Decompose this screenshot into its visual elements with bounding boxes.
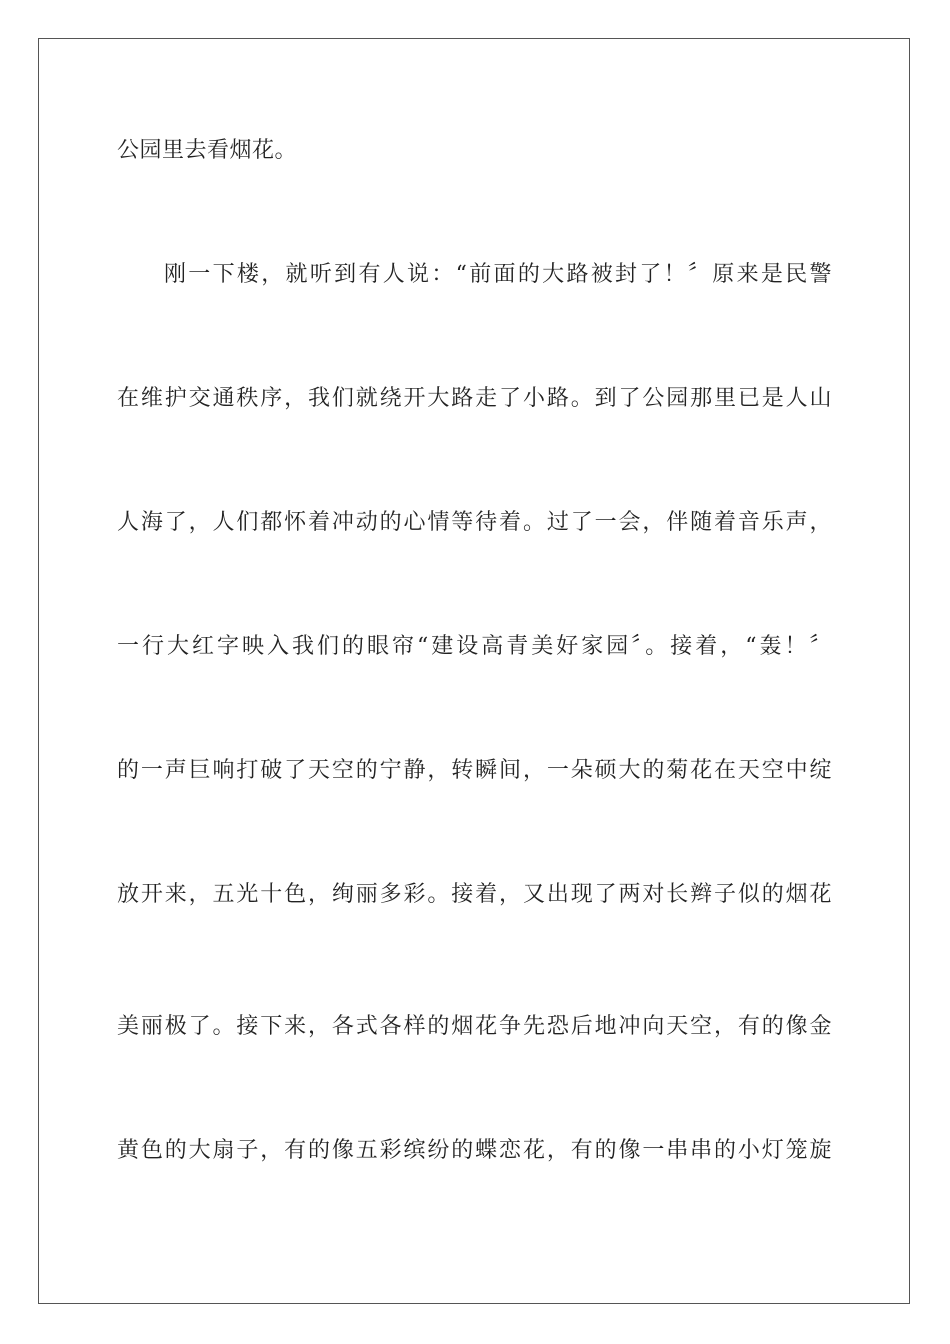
text-line: 黄色的大扇子，有的像五彩缤纷的蝶恋花，有的像一串串的小灯笼旋 [117,1138,832,1163]
paragraph-start-line: 刚一下楼，就听到有人说：“前面的大路被封了！〞原来是民警 [164,262,832,287]
text-line: 美丽极了。接下来，各式各样的烟花争先恐后地冲向天空，有的像金 [117,1014,832,1039]
text-line: 人海了，人们都怀着冲动的心情等待着。过了一会，伴随着音乐声， [117,510,832,535]
text-line: 放开来，五光十色，绚丽多彩。接着，又出现了两对长辫子似的烟花 [117,882,832,907]
text-line: 在维护交通秩序，我们就绕开大路走了小路。到了公园那里已是人山 [117,386,832,411]
text-line: 一行大红字映入我们的眼帘“建设高青美好家园〞。接着，“轰！〞 [117,634,832,659]
text-line: 的一声巨响打破了天空的宁静，转瞬间，一朵硕大的菊花在天空中绽 [117,758,832,783]
page-border [38,38,910,1304]
text-line: 公园里去看烟花。 [117,138,298,163]
